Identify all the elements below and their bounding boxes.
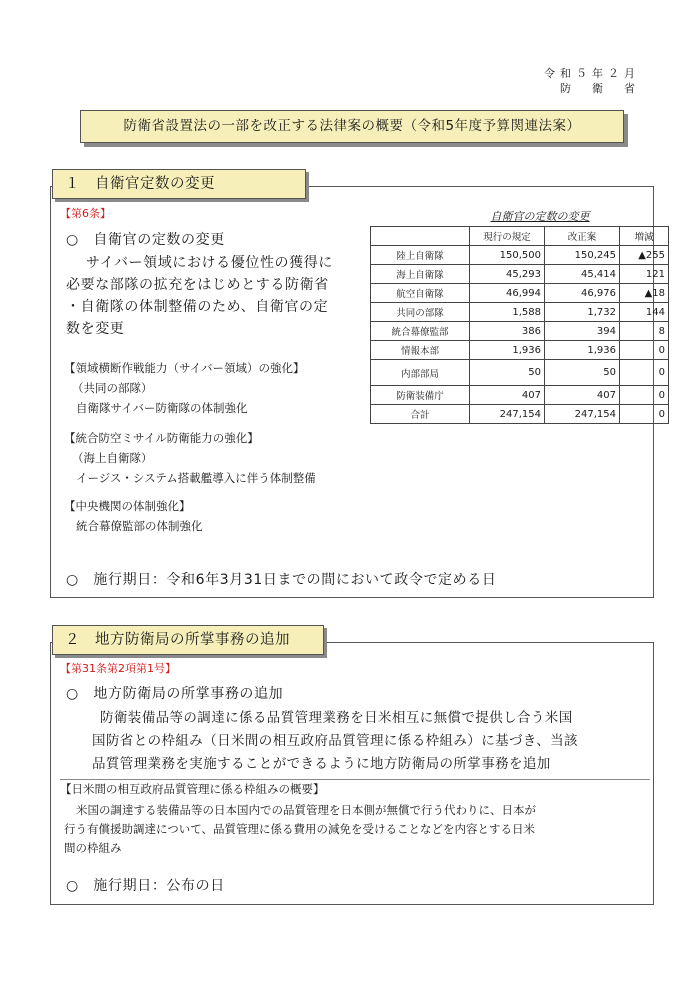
proposed-value: 46,976	[545, 284, 620, 303]
section-1-point-body	[66, 252, 362, 340]
change-value: 121	[620, 265, 669, 284]
current-value: 1,936	[470, 341, 545, 360]
section-2-heading: ２ 地方防衛局の所掌事務の追加	[52, 625, 324, 655]
personnel-quota-table	[370, 226, 669, 424]
table-row	[371, 386, 669, 405]
framework-line: 行う有償援助調達について、品質管理に係る費用の減免を受けることなどを内容とする日米	[64, 822, 536, 836]
section-1-point-title: ○ 自衛官の定数の変更	[66, 232, 225, 248]
detail-body: イージス・システム搭載艦導入に伴う体制整備	[76, 471, 316, 485]
row-label: 陸上自衛隊	[371, 246, 470, 265]
proposed-value: 247,154	[545, 405, 620, 424]
proposed-value: 394	[545, 322, 620, 341]
date-org-block	[520, 66, 640, 96]
change-value: ▲18	[620, 284, 669, 303]
proposed-value: 407	[545, 386, 620, 405]
change-value: 0	[620, 360, 669, 386]
proposed-value: 1,936	[545, 341, 620, 360]
proposed-value: 45,414	[545, 265, 620, 284]
detail-head: 【統合防空ミサイル防衛能力の強化】	[64, 431, 259, 445]
table-header-current: 現行の規定	[470, 227, 545, 246]
table-header-proposed: 改正案	[545, 227, 620, 246]
row-label: 防衛装備庁	[371, 386, 470, 405]
detail-body: 統合幕僚監部の体制強化	[76, 519, 203, 533]
proposed-value: 1,732	[545, 303, 620, 322]
current-value: 247,154	[470, 405, 545, 424]
section-2-point-body	[92, 707, 652, 776]
change-value: 0	[620, 405, 669, 424]
table-row	[371, 322, 669, 341]
current-value: 407	[470, 386, 545, 405]
detail-body: 自衛隊サイバー防衛隊の体制強化	[76, 401, 248, 415]
current-value: 1,588	[470, 303, 545, 322]
framework-box-body	[64, 801, 644, 858]
change-value: 0	[620, 341, 669, 360]
point-body-line: ・自衛隊の体制整備のため、自衛官の定	[66, 299, 329, 315]
change-value: 144	[620, 303, 669, 322]
section-2-point-title: ○ 地方防衛局の所掌事務の追加	[66, 686, 284, 702]
point-body-line: 数を変更	[66, 321, 125, 337]
section-2-article: 【第31条第2項第1号】	[60, 662, 176, 675]
table-row	[371, 360, 669, 386]
section-2-effective-date: ○ 施行期日：公布の日	[66, 878, 225, 894]
table-row	[371, 303, 669, 322]
table-title: 自衛官の定数の変更	[490, 210, 590, 223]
proposed-value: 150,245	[545, 246, 620, 265]
point-body-line: サイバー領域における優位性の獲得に	[86, 255, 333, 271]
detail-central-org	[64, 496, 203, 536]
row-label: 情報本部	[371, 341, 470, 360]
change-value: 8	[620, 322, 669, 341]
row-label: 統合幕僚監部	[371, 322, 470, 341]
current-value: 45,293	[470, 265, 545, 284]
current-value: 386	[470, 322, 545, 341]
point-body-line: 必要な部隊の拡充をはじめとする防衛省	[66, 277, 329, 293]
change-value: 0	[620, 386, 669, 405]
detail-sub: （海上自衛隊）	[72, 451, 153, 465]
table-row	[371, 341, 669, 360]
row-label: 海上自衛隊	[371, 265, 470, 284]
table-header-blank	[371, 227, 470, 246]
table-row	[371, 246, 669, 265]
framework-line: 米国の調達する装備品等の日本国内での品質管理を日本側が無償で行う代わりに、日本が	[76, 803, 536, 817]
change-value: ▲255	[620, 246, 669, 265]
section-1-effective-date: ○ 施行期日：令和6年3月31日までの間において政令で定める日	[66, 572, 497, 588]
point-body-line: 防衛装備品等の調達に係る品質管理業務を日米相互に無償で提供し合う米国	[100, 710, 573, 726]
detail-missile-defense	[64, 428, 316, 488]
point-body-line: 品質管理業務を実施することができるように地方防衛局の所掌事務を追加	[92, 756, 551, 772]
row-label: 共同の部隊	[371, 303, 470, 322]
framework-line: 間の枠組み	[64, 841, 122, 855]
detail-sub: （共同の部隊）	[72, 381, 153, 395]
table-header-change: 増減	[620, 227, 669, 246]
detail-head: 【中央機関の体制強化】	[64, 499, 191, 513]
document-date: 令和５年２月	[544, 67, 640, 80]
row-label: 内部部局	[371, 360, 470, 386]
table-header-row	[371, 227, 669, 246]
table-row	[371, 284, 669, 303]
current-value: 46,994	[470, 284, 545, 303]
current-value: 50	[470, 360, 545, 386]
point-body-line: 国防省との枠組み（日米間の相互政府品質管理に係る枠組み）に基づき、当該	[92, 733, 578, 749]
document-title: 防衛省設置法の一部を改正する法律案の概要（令和5年度予算関連法案）	[80, 110, 624, 143]
section-1-heading: １ 自衛官定数の変更	[52, 169, 306, 199]
section-1-article: 【第6条】	[60, 207, 111, 220]
framework-box-head: 【日米間の相互政府品質管理に係る枠組みの概要】	[60, 782, 325, 796]
current-value: 150,500	[470, 246, 545, 265]
detail-head: 【領域横断作戦能力（サイバー領域）の強化】	[64, 361, 305, 375]
proposed-value: 50	[545, 360, 620, 386]
row-label: 航空自衛隊	[371, 284, 470, 303]
ministry-name: 防 衛 省	[560, 82, 640, 95]
table-row	[371, 265, 669, 284]
table-total-row	[371, 405, 669, 424]
detail-cyber	[64, 358, 304, 418]
row-label: 合計	[371, 405, 470, 424]
